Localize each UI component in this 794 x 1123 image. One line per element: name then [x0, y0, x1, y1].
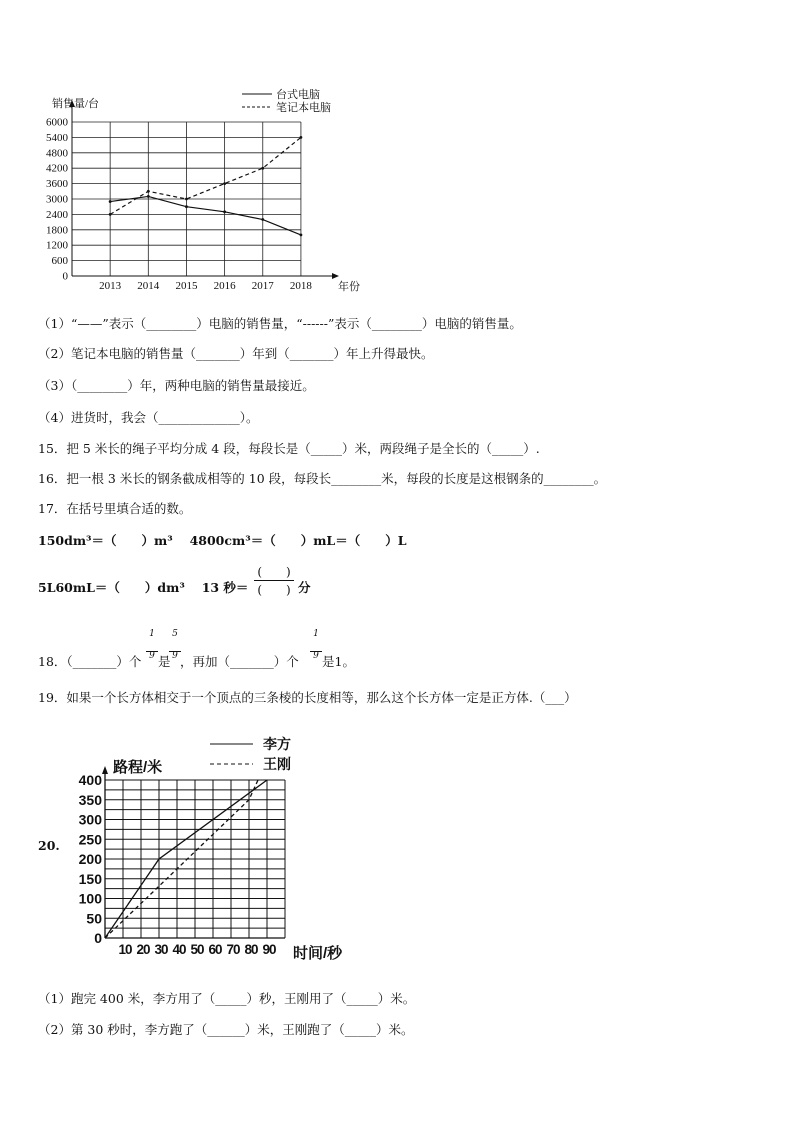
y-tick-label: 0: [62, 270, 68, 283]
series-line-2: [110, 137, 301, 214]
data-point: [147, 195, 150, 198]
y-tick-label: 600: [51, 255, 68, 268]
legend-label: 笔记本电脑: [276, 102, 331, 114]
q17-row-2b: 分: [298, 580, 311, 595]
data-point: [185, 198, 188, 201]
q20-line-2: （2）第 30 秒时，李方跑了（______）米，王刚跑了（_____）米。: [38, 1022, 414, 1037]
q14-line-1: （1）“——”表示（________）电脑的销售量，“------”表示（________）电脑的销售量。: [38, 316, 522, 331]
y-tick-label: 300: [78, 811, 102, 828]
data-point: [109, 213, 112, 216]
x-tick-label: 90: [262, 942, 276, 957]
x-tick-label: 60: [208, 942, 222, 957]
q19-text: 19．如果一个长方体相交于一个顶点的三条棱的长度相等，那么这个长方体一定是正方体.（___）: [38, 690, 577, 705]
q17-fraction: [254, 563, 294, 598]
q18-fraction-1-num: 1: [149, 629, 155, 639]
x-tick-label: 2017: [251, 280, 274, 292]
q14-line-2: （2）笔记本电脑的销售量（_______）年到（_______）年上升得最快。: [38, 346, 434, 361]
q20-number: 20.: [38, 838, 60, 853]
sales-chart-legend: [242, 87, 331, 114]
y-axis-label: 路程/米: [113, 759, 163, 776]
q17-fraction-bottom: ( ): [257, 583, 291, 597]
y-tick-label: 2400: [46, 208, 68, 221]
data-point: [109, 200, 112, 203]
x-tick-label: 40: [172, 942, 186, 957]
y-tick-label: 1200: [46, 239, 68, 252]
y-axis-arrow: [102, 766, 108, 774]
y-tick-label: 200: [78, 851, 102, 867]
y-axis-label: 销售量/台: [52, 98, 100, 110]
q18-fraction-3: [310, 630, 322, 661]
data-point: [261, 218, 264, 221]
y-tick-label: 5400: [46, 131, 68, 144]
y-tick-label: 400: [78, 772, 102, 788]
q14-line-4: （4）进货时，我会（_____________）。: [38, 410, 259, 425]
x-tick-label: 70: [226, 942, 240, 957]
q17-fraction-top: ( ): [257, 565, 291, 579]
x-tick-label: 50: [190, 942, 204, 957]
q17-title: 17．在括号里填合适的数。: [38, 501, 192, 516]
q15-text: 15．把 5 米长的绳子平均分成 4 段，每段长是（_____）米，两段绳子是全长的（_____）.: [38, 441, 540, 456]
q18-fraction-3-den: 9: [310, 651, 322, 661]
y-tick-label: 350: [78, 791, 102, 808]
race-chart-tick-labels: [79, 758, 344, 962]
x-tick-label: 2014: [137, 280, 160, 292]
q18-part-a: 18．（_______）个: [38, 654, 142, 669]
x-tick-label: 2015: [175, 280, 198, 292]
x-tick-label: 20: [136, 942, 150, 957]
sales-chart-axes: [69, 100, 339, 279]
y-tick-label: 4200: [46, 162, 68, 175]
q18-fraction-2-num: 5: [172, 629, 178, 639]
race-chart-axes: [102, 766, 285, 938]
x-tick-label: 2013: [99, 280, 122, 292]
q20-line-1: （1）跑完 400 米，李方用了（_____）秒，王刚用了（_____）米。: [38, 991, 416, 1006]
q18-fraction-3-num: 1: [313, 629, 319, 639]
q18-part-b: 是: [158, 654, 171, 669]
x-axis-label: 年份: [338, 281, 360, 293]
y-tick-label: 3600: [46, 178, 68, 191]
q14-line-3: （3）（________）年，两种电脑的销售量最接近。: [38, 378, 315, 393]
sales-chart: [30, 80, 370, 295]
y-tick-label: 250: [78, 831, 102, 848]
sales-chart-tick-labels: [46, 96, 360, 293]
series-line-1: [110, 196, 301, 235]
y-tick-label: 1800: [46, 224, 68, 237]
x-tick-label: 2016: [213, 280, 236, 292]
data-point: [223, 182, 226, 185]
y-tick-label: 3000: [46, 193, 68, 206]
q18-fraction-2-den: 9: [169, 651, 181, 661]
data-point: [147, 190, 150, 193]
data-point: [300, 136, 303, 139]
y-tick-label: 100: [78, 890, 102, 907]
x-tick-label: 10: [118, 942, 132, 957]
data-point: [185, 205, 188, 208]
q17-row-1: 150dm³＝（ ）m³ 4800cm³＝（ ）mL＝（ ）L: [38, 533, 407, 548]
legend-label: 李方: [263, 736, 291, 752]
q18-part-d: 是1。: [322, 654, 355, 669]
legend-label: 台式电脑: [276, 89, 320, 101]
x-tick-label: 2018: [289, 280, 312, 292]
x-tick-label: 30: [154, 942, 168, 957]
x-tick-label: 80: [244, 942, 258, 957]
data-point: [300, 234, 303, 237]
q17-row-2a: 5L60mL＝（ ）dm³ 13 秒＝: [38, 580, 249, 595]
data-point: [261, 167, 264, 170]
q18-fraction-1: [146, 630, 158, 661]
q16-text: 16．把一根 3 米长的钢条截成相等的 10 段，每段长________米，每段的长度是这根钢条的________。: [38, 471, 607, 486]
race-chart-grid: [105, 780, 285, 938]
x-axis-label: 时间/秒: [293, 945, 343, 962]
legend-label: 王刚: [263, 756, 291, 772]
y-tick-label: 0: [94, 930, 102, 946]
y-tick-label: 6000: [46, 116, 68, 129]
q18-fraction-1-den: 9: [146, 651, 158, 661]
x-axis-arrow: [332, 273, 339, 279]
race-chart-legend: [210, 736, 291, 772]
q18-part-c: ，再加（_______）个: [180, 654, 299, 669]
y-tick-label: 4800: [46, 147, 68, 160]
data-point: [223, 210, 226, 213]
y-tick-label: 150: [78, 870, 102, 887]
y-tick-label: 50: [86, 910, 102, 927]
race-chart: [70, 730, 370, 970]
sales-chart-series: [109, 136, 303, 236]
